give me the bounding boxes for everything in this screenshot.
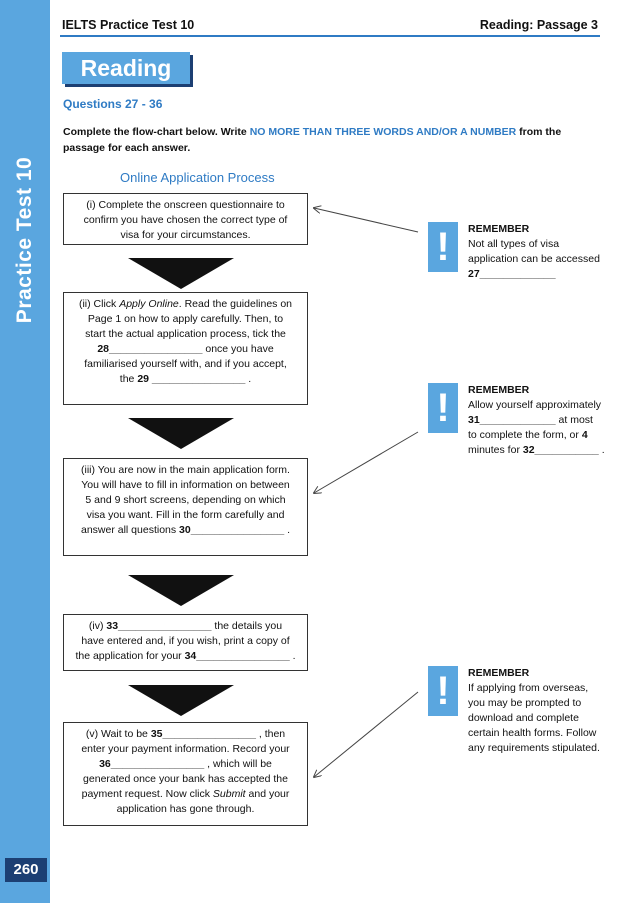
step5-line1a: (v) Wait to be xyxy=(85,728,151,740)
exclamation-icon: ! xyxy=(428,222,458,272)
step1-line3: visa for your circumstances. xyxy=(120,229,251,241)
flow-step-4 xyxy=(63,614,308,671)
remember3-head: REMEMBER xyxy=(468,667,530,679)
sidebar xyxy=(0,0,50,903)
remember3-line5: any requirements stipulated. xyxy=(468,742,600,754)
question-30: 30________________ xyxy=(179,524,285,536)
exclamation-icon: ! xyxy=(428,383,458,433)
flow-step-2 xyxy=(63,292,308,405)
remember1-head: REMEMBER xyxy=(468,223,530,235)
step4-line3a: the application for your xyxy=(75,650,185,662)
remember2-line3a: to complete the form, or xyxy=(468,429,582,441)
flow-step-3 xyxy=(63,458,308,556)
exclamation-icon: ! xyxy=(428,666,458,716)
connector-arrow-3 xyxy=(314,692,418,777)
step2-line3: start the actual application process, tick the xyxy=(85,328,286,340)
question-31: 31_____________ xyxy=(468,414,556,426)
down-arrow-icon xyxy=(128,258,234,289)
step3-line3: 5 and 9 short screens, depending on which xyxy=(85,494,286,506)
question-36: 36________________ xyxy=(99,758,205,770)
instructions-part1: Complete the flow-chart below. Write xyxy=(63,126,250,138)
step5-line1b: , then xyxy=(255,728,286,740)
instructions-part2: from the passage for each answer. xyxy=(63,126,562,154)
step5-submit: Submit xyxy=(212,788,246,800)
step5-line5a: payment request. Now click xyxy=(81,788,213,800)
step4-line1b: the details you xyxy=(211,620,283,632)
remember2-line4a: minutes for xyxy=(468,444,523,456)
header-divider xyxy=(60,35,600,37)
step3-line4: visa you want. Fill in the form carefully and xyxy=(86,509,285,521)
page-number: 260 xyxy=(5,858,47,882)
step5-line5b: and your xyxy=(245,788,290,800)
question-35: 35________________ xyxy=(150,728,256,740)
header-test-title: IELTS Practice Test 10 xyxy=(62,18,195,32)
down-arrow-icon xyxy=(128,575,234,606)
step5-line4: generated once your bank has accepted the xyxy=(83,773,288,785)
remember3-line3: download and complete xyxy=(468,712,579,724)
connector-arrow-1 xyxy=(314,208,418,232)
step4-line2: have entered and, if you wish, print a copy of xyxy=(81,635,290,647)
instructions-highlight: NO MORE THAN THREE WORDS AND/OR A NUMBER xyxy=(249,126,517,138)
remember1-line1: Not all types of visa xyxy=(468,238,560,250)
step3-line1: (iii) You are now in the main application form. xyxy=(81,464,290,476)
step2-line2: Page 1 on how to apply carefully. Then, to xyxy=(87,313,284,325)
question-29: 29 ________________ xyxy=(137,373,246,385)
remember3-line1: If applying from overseas, xyxy=(468,682,589,694)
down-arrow-icon xyxy=(128,418,234,449)
step2-b: . Read the guidelines on xyxy=(178,298,293,310)
step3-line5b: . xyxy=(284,524,291,536)
flow-step-1 xyxy=(63,193,308,245)
remember2-line4b: . xyxy=(598,444,605,456)
flow-chart-title: Online Application Process xyxy=(120,170,275,185)
step3-line5a: answer all questions xyxy=(80,524,180,536)
remember1-line2: application can be accessed xyxy=(468,253,600,265)
remember2-line1: Allow yourself approximately xyxy=(468,399,602,411)
remember2-four: 4 xyxy=(581,429,588,441)
step1-line2: confirm you have chosen the correct type of xyxy=(83,214,288,226)
step2-line6b: . xyxy=(245,373,252,385)
step5-line2: enter your payment information. Record your xyxy=(81,743,290,755)
step2-line6a: the xyxy=(119,373,138,385)
step5-line3b: , which will be xyxy=(204,758,272,770)
question-27: 27_____________ xyxy=(468,268,556,280)
step3-line2: You will have to fill in information on between xyxy=(81,479,290,491)
sidebar-title: Practice Test 10 xyxy=(13,156,36,324)
remember2-head: REMEMBER xyxy=(468,384,530,396)
remember3-line2: you may be prompted to xyxy=(468,697,582,709)
step4-line3b: . xyxy=(289,650,296,662)
questions-label: Questions 27 - 36 xyxy=(63,97,163,111)
question-33: 33________________ xyxy=(106,620,212,632)
section-tab-reading: Reading xyxy=(62,52,190,84)
step4-line1a: (iv) xyxy=(88,620,107,632)
step5-line6: application has gone through. xyxy=(116,803,255,815)
down-arrow-icon xyxy=(128,685,234,716)
remember3-line4: certain health forms. Follow xyxy=(468,727,597,739)
header-passage: Reading: Passage 3 xyxy=(479,18,598,32)
step1-line1: (i) Complete the onscreen questionnaire to xyxy=(86,199,285,211)
question-34: 34________________ xyxy=(184,650,290,662)
step2-apply-online: Apply Online xyxy=(119,298,179,310)
question-28: 28________________ xyxy=(97,343,203,355)
question-32: 32___________ xyxy=(522,444,599,456)
step2-a: (ii) Click xyxy=(78,298,120,310)
step2-line4b: once you have xyxy=(202,343,274,355)
flow-step-5 xyxy=(63,722,308,826)
remember2-line2b: at most xyxy=(555,414,593,426)
step2-line5: familiarised yourself with, and if you accept, xyxy=(84,358,287,370)
instructions xyxy=(63,124,563,156)
connector-arrow-2 xyxy=(314,432,418,493)
